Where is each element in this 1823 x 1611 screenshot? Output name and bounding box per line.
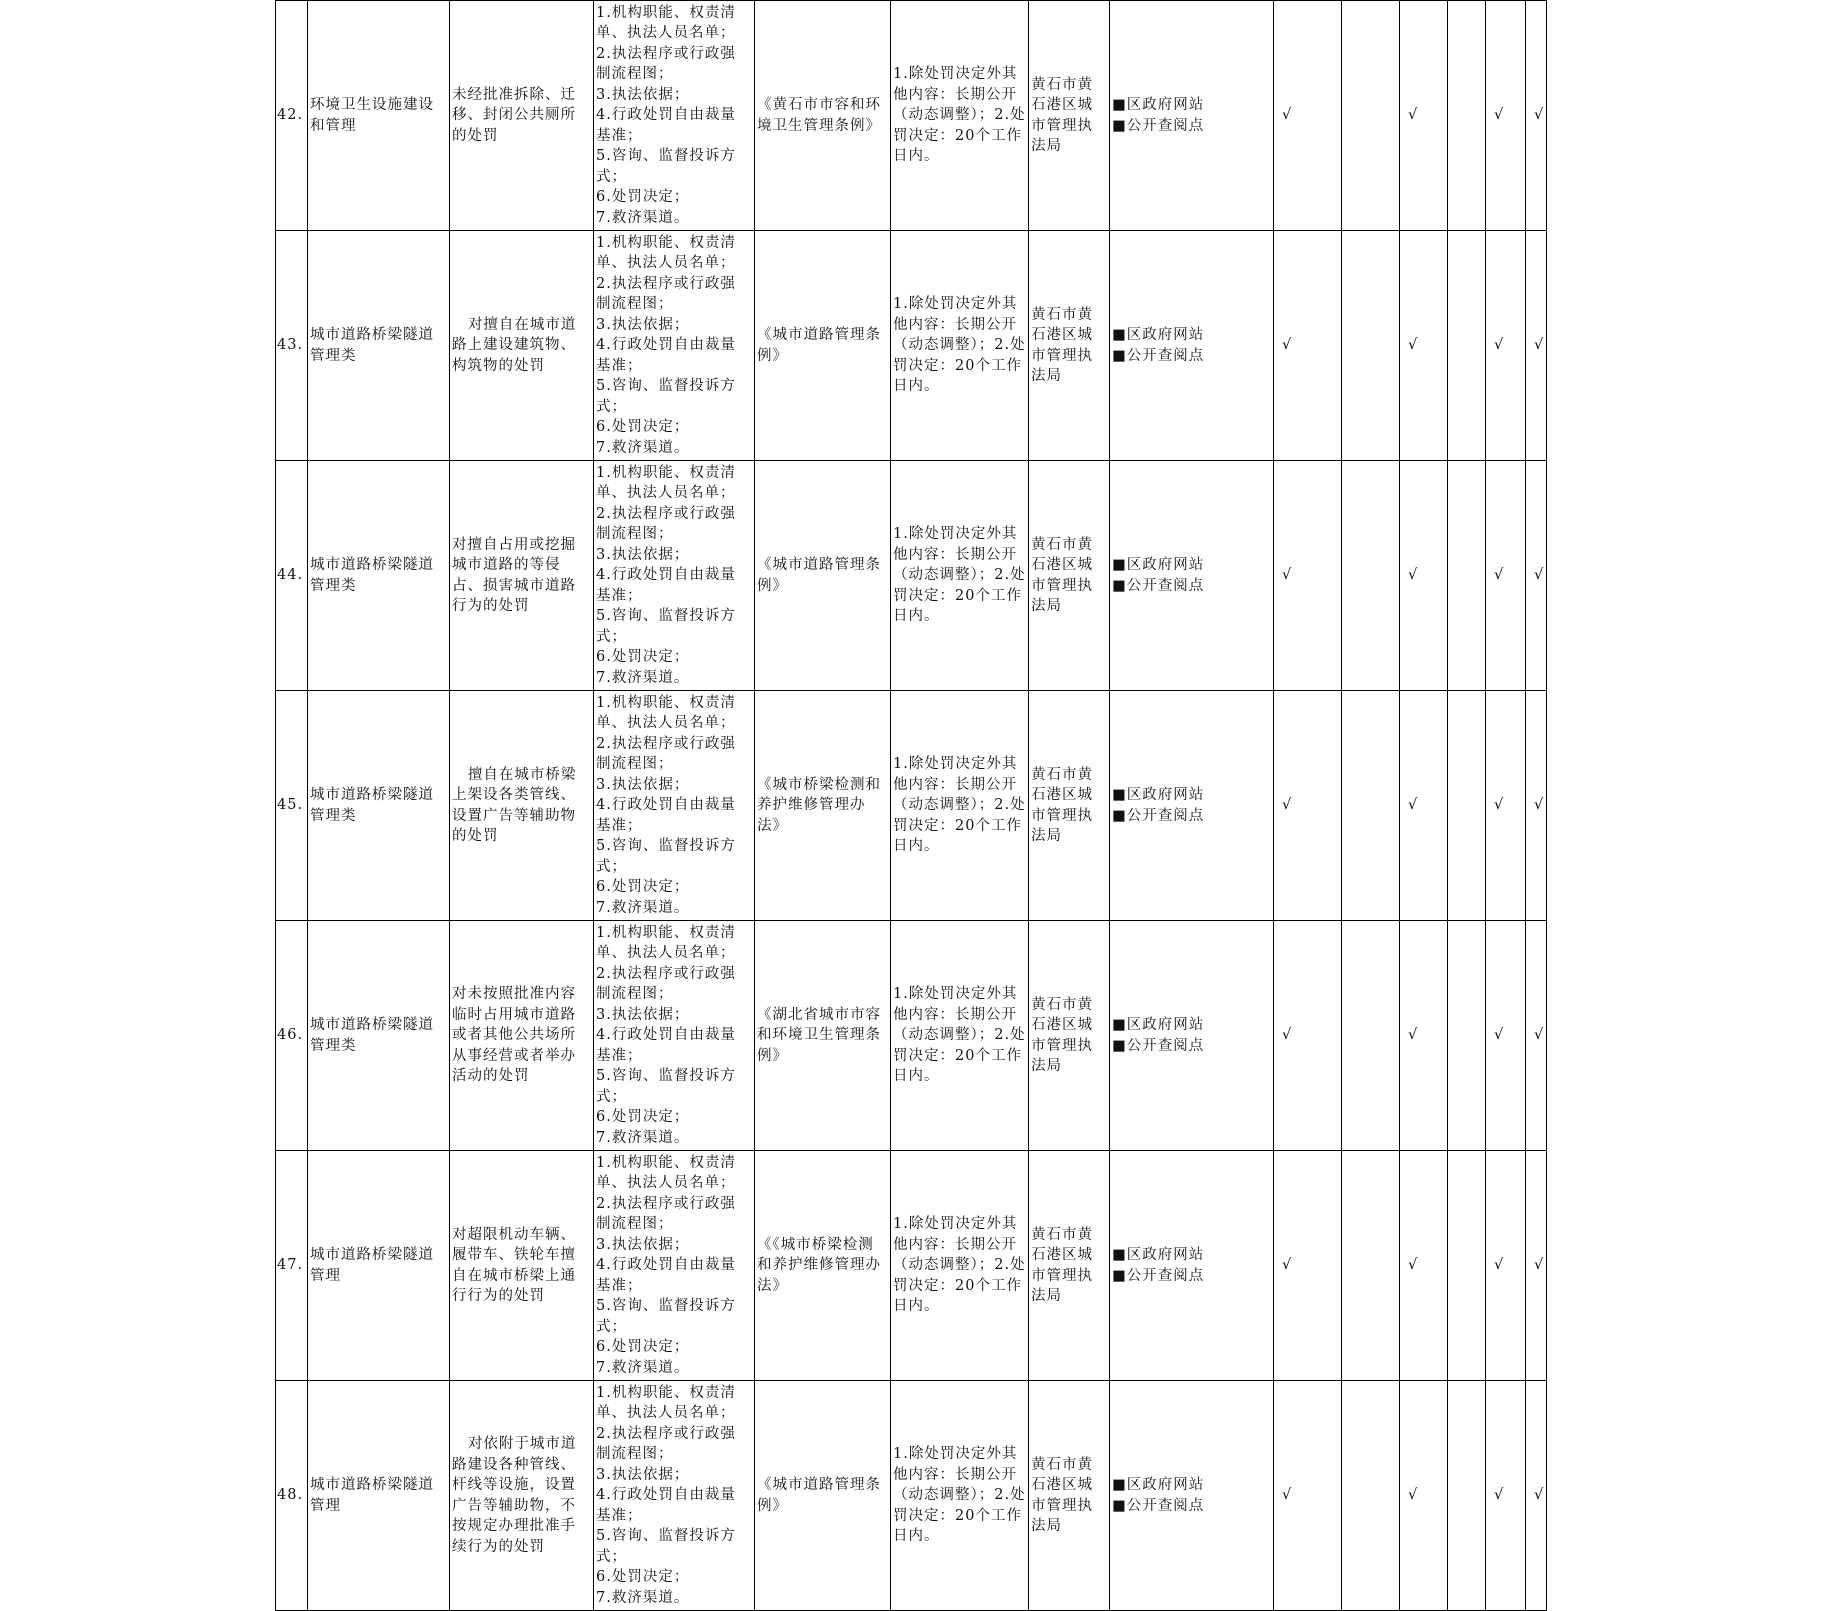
- check-cell: √: [1486, 1, 1526, 231]
- disclosure-channels: [1110, 1151, 1274, 1381]
- check-cell: √: [1274, 921, 1342, 1151]
- content-line: 2.执法程序或行政强: [596, 505, 736, 522]
- disclosure-basis: 《《城市桥梁检测和养护维修管理办法》: [755, 1151, 891, 1381]
- row-number: 43.: [276, 231, 308, 461]
- matter-item: 对超限机动车辆、履带车、铁轮车擅自在城市桥梁上通行行为的处罚: [450, 1151, 594, 1381]
- content-line: 5.咨询、监督投诉方: [596, 148, 736, 165]
- content-line: 6.处罚决定；: [596, 879, 690, 896]
- check-cell: √: [1400, 1381, 1448, 1611]
- check-cell: √: [1486, 691, 1526, 921]
- check-cell: [1342, 1381, 1400, 1611]
- disclosure-subject: 黄石市黄石港区城市管理执法局: [1029, 1, 1110, 231]
- row-number: 42.: [276, 1, 308, 231]
- content-line: 2.执法程序或行政强: [596, 275, 736, 292]
- check-cell: [1448, 921, 1486, 1151]
- check-cell: [1448, 1151, 1486, 1381]
- content-line: 式；: [596, 398, 627, 415]
- content-line: 6.处罚决定；: [596, 1109, 690, 1126]
- check-cell: [1342, 921, 1400, 1151]
- check-cell: √: [1526, 1381, 1547, 1611]
- check-cell: √: [1526, 231, 1547, 461]
- matter-category: 城市道路桥梁隧道管理类: [308, 461, 450, 691]
- content-line: 4.行政处罚自由裁量: [596, 337, 736, 354]
- content-line: 7.救济渠道。: [596, 669, 690, 686]
- channel-line: ■区政府网站: [1112, 787, 1205, 803]
- matter-category: 城市道路桥梁隧道管理: [308, 1381, 450, 1611]
- content-line: 基准；: [596, 357, 643, 374]
- content-line: 制流程图；: [596, 1216, 674, 1233]
- content-line: 单、执法人员名单；: [596, 715, 736, 732]
- channel-line: ■区政府网站: [1112, 327, 1205, 343]
- content-line: 1.机构职能、权责清: [596, 1384, 736, 1401]
- matter-item: 未经批准拆除、迁移、封闭公共厕所的处罚: [450, 1, 594, 231]
- content-line: 7.救济渠道。: [596, 1129, 690, 1146]
- check-cell: √: [1526, 1, 1547, 231]
- disclosure-channels: [1110, 231, 1274, 461]
- check-cell: √: [1274, 1, 1342, 231]
- check-cell: √: [1486, 231, 1526, 461]
- content-line: 式；: [596, 168, 627, 185]
- content-line: 基准；: [596, 1277, 643, 1294]
- check-cell: √: [1400, 231, 1448, 461]
- table-row: [276, 1151, 1547, 1381]
- content-line: 式；: [596, 1318, 627, 1335]
- content-line: 1.机构职能、权责清: [596, 1154, 736, 1171]
- content-line: 1.机构职能、权责清: [596, 464, 736, 481]
- check-cell: √: [1526, 921, 1547, 1151]
- check-cell: √: [1274, 1151, 1342, 1381]
- disclosure-time: 1.除处罚决定外其他内容：长期公开（动态调整）；2.处罚决定：20个工作日内。: [891, 691, 1029, 921]
- content-line: 5.咨询、监督投诉方: [596, 1068, 736, 1085]
- channel-line: ■公开查阅点: [1112, 577, 1205, 594]
- content-line: 单、执法人员名单；: [596, 255, 736, 272]
- check-cell: [1342, 691, 1400, 921]
- content-line: 3.执法依据；: [596, 1236, 690, 1253]
- content-line: 1.机构职能、权责清: [596, 694, 736, 711]
- disclosure-content: [594, 231, 755, 461]
- check-cell: √: [1486, 461, 1526, 691]
- content-line: 4.行政处罚自由裁量: [596, 1257, 736, 1274]
- matter-item: 对未按照批准内容临时占用城市道路或者其他公共场所从事经营或者举办活动的处罚: [450, 921, 594, 1151]
- check-cell: [1342, 1151, 1400, 1381]
- check-cell: √: [1400, 921, 1448, 1151]
- content-line: 5.咨询、监督投诉方: [596, 608, 736, 625]
- disclosure-time: 1.除处罚决定外其他内容：长期公开（动态调整）；2.处罚决定：20个工作日内。: [891, 461, 1029, 691]
- disclosure-subject: 黄石市黄石港区城市管理执法局: [1029, 231, 1110, 461]
- disclosure-basis: 《城市道路管理条例》: [755, 461, 891, 691]
- content-line: 6.处罚决定；: [596, 1569, 690, 1586]
- content-line: 单、执法人员名单；: [596, 25, 736, 42]
- matter-category: 城市道路桥梁隧道管理类: [308, 231, 450, 461]
- content-line: 4.行政处罚自由裁量: [596, 1487, 736, 1504]
- check-cell: √: [1400, 1151, 1448, 1381]
- content-line: 7.救济渠道。: [596, 209, 690, 226]
- check-cell: √: [1274, 461, 1342, 691]
- content-line: 3.执法依据；: [596, 1006, 690, 1023]
- content-line: 6.处罚决定；: [596, 1339, 690, 1356]
- disclosure-subject: 黄石市黄石港区城市管理执法局: [1029, 1151, 1110, 1381]
- table-row: [276, 921, 1547, 1151]
- content-line: 式；: [596, 1548, 627, 1565]
- content-line: 基准；: [596, 817, 643, 834]
- disclosure-channels: [1110, 921, 1274, 1151]
- content-line: 7.救济渠道。: [596, 1589, 690, 1606]
- disclosure-channels: [1110, 1381, 1274, 1611]
- disclosure-content: [594, 461, 755, 691]
- disclosure-basis: 《城市道路管理条例》: [755, 231, 891, 461]
- row-number: 45.: [276, 691, 308, 921]
- content-line: 1.机构职能、权责清: [596, 4, 736, 21]
- check-cell: [1448, 1, 1486, 231]
- content-line: 3.执法依据；: [596, 776, 690, 793]
- channel-line: ■区政府网站: [1112, 1017, 1205, 1033]
- table-row: [276, 461, 1547, 691]
- content-line: 4.行政处罚自由裁量: [596, 1027, 736, 1044]
- disclosure-subject: 黄石市黄石港区城市管理执法局: [1029, 691, 1110, 921]
- disclosure-basis: 《湖北省城市市容和环境卫生管理条例》: [755, 921, 891, 1151]
- channel-line: ■公开查阅点: [1112, 1037, 1205, 1054]
- disclosure-content: [594, 691, 755, 921]
- table-row: [276, 1, 1547, 231]
- disclosure-channels: [1110, 1, 1274, 231]
- table-row: [276, 1381, 1547, 1611]
- check-cell: [1342, 1, 1400, 231]
- matter-category: 环境卫生设施建设和管理: [308, 1, 450, 231]
- check-cell: √: [1274, 691, 1342, 921]
- content-line: 3.执法依据；: [596, 86, 690, 103]
- content-line: 制流程图；: [596, 986, 674, 1003]
- content-line: 7.救济渠道。: [596, 899, 690, 916]
- table-row: [276, 691, 1547, 921]
- content-line: 6.处罚决定；: [596, 189, 690, 206]
- check-cell: √: [1400, 691, 1448, 921]
- channel-line: ■公开查阅点: [1112, 1497, 1205, 1514]
- content-line: 式；: [596, 858, 627, 875]
- content-line: 制流程图；: [596, 66, 674, 83]
- disclosure-time: 1.除处罚决定外其他内容：长期公开（动态调整）；2.处罚决定：20个工作日内。: [891, 1, 1029, 231]
- disclosure-time: 1.除处罚决定外其他内容：长期公开（动态调整）；2.处罚决定：20个工作日内。: [891, 921, 1029, 1151]
- check-cell: √: [1526, 1151, 1547, 1381]
- content-line: 基准；: [596, 127, 643, 144]
- check-cell: [1448, 461, 1486, 691]
- channel-line: ■区政府网站: [1112, 97, 1205, 113]
- content-line: 1.机构职能、权责清: [596, 234, 736, 251]
- matter-item: 对擅自在城市道路上建设建筑物、构筑物的处罚: [450, 231, 594, 461]
- disclosure-content: [594, 1151, 755, 1381]
- disclosure-table: [275, 0, 1547, 1611]
- content-line: 3.执法依据；: [596, 316, 690, 333]
- content-line: 3.执法依据；: [596, 1466, 690, 1483]
- channel-line: ■公开查阅点: [1112, 117, 1205, 134]
- content-line: 7.救济渠道。: [596, 1359, 690, 1376]
- disclosure-subject: 黄石市黄石港区城市管理执法局: [1029, 461, 1110, 691]
- content-line: 单、执法人员名单；: [596, 945, 736, 962]
- matter-item: 对依附于城市道路建设各种管线、杆线等设施，设置广告等辅助物，不按规定办理批准手续行为的处罚: [450, 1381, 594, 1611]
- disclosure-subject: 黄石市黄石港区城市管理执法局: [1029, 921, 1110, 1151]
- content-line: 3.执法依据；: [596, 546, 690, 563]
- content-line: 6.处罚决定；: [596, 649, 690, 666]
- content-line: 5.咨询、监督投诉方: [596, 1528, 736, 1545]
- row-number: 46.: [276, 921, 308, 1151]
- channel-line: ■公开查阅点: [1112, 807, 1205, 824]
- check-cell: √: [1486, 921, 1526, 1151]
- row-number: 44.: [276, 461, 308, 691]
- content-line: 式；: [596, 1088, 627, 1105]
- check-cell: √: [1486, 1381, 1526, 1611]
- content-line: 式；: [596, 628, 627, 645]
- channel-line: ■区政府网站: [1112, 1247, 1205, 1263]
- disclosure-content: [594, 1, 755, 231]
- check-cell: √: [1400, 1, 1448, 231]
- content-line: 基准；: [596, 1507, 643, 1524]
- content-line: 2.执法程序或行政强: [596, 45, 736, 62]
- matter-item: 擅自在城市桥梁上架设各类管线、设置广告等辅助物的处罚: [450, 691, 594, 921]
- check-cell: √: [1526, 691, 1547, 921]
- content-line: 单、执法人员名单；: [596, 485, 736, 502]
- matter-category: 城市道路桥梁隧道管理类: [308, 691, 450, 921]
- disclosure-time: 1.除处罚决定外其他内容：长期公开（动态调整）；2.处罚决定：20个工作日内。: [891, 1381, 1029, 1611]
- content-line: 2.执法程序或行政强: [596, 1425, 736, 1442]
- check-cell: √: [1400, 461, 1448, 691]
- content-line: 制流程图；: [596, 526, 674, 543]
- disclosure-time: 1.除处罚决定外其他内容：长期公开（动态调整）；2.处罚决定：20个工作日内。: [891, 1151, 1029, 1381]
- content-line: 基准；: [596, 587, 643, 604]
- check-cell: √: [1274, 1381, 1342, 1611]
- content-line: 5.咨询、监督投诉方: [596, 838, 736, 855]
- content-line: 2.执法程序或行政强: [596, 965, 736, 982]
- matter-item: 对擅自占用或挖掘城市道路的等侵占、损害城市道路行为的处罚: [450, 461, 594, 691]
- disclosure-basis: 《城市桥梁检测和养护维修管理办法》: [755, 691, 891, 921]
- check-cell: √: [1274, 231, 1342, 461]
- channel-line: ■公开查阅点: [1112, 1267, 1205, 1284]
- content-line: 2.执法程序或行政强: [596, 1195, 736, 1212]
- content-line: 单、执法人员名单；: [596, 1405, 736, 1422]
- content-line: 6.处罚决定；: [596, 419, 690, 436]
- content-line: 4.行政处罚自由裁量: [596, 107, 736, 124]
- disclosure-channels: [1110, 691, 1274, 921]
- row-number: 47.: [276, 1151, 308, 1381]
- content-line: 1.机构职能、权责清: [596, 924, 736, 941]
- matter-category: 城市道路桥梁隧道管理: [308, 1151, 450, 1381]
- check-cell: [1448, 691, 1486, 921]
- matter-category: 城市道路桥梁隧道管理类: [308, 921, 450, 1151]
- row-number: 48.: [276, 1381, 308, 1611]
- check-cell: [1448, 231, 1486, 461]
- disclosure-basis: 《黄石市市容和环境卫生管理条例》: [755, 1, 891, 231]
- channel-line: ■公开查阅点: [1112, 347, 1205, 364]
- disclosure-content: [594, 1381, 755, 1611]
- disclosure-basis: 《城市道路管理条例》: [755, 1381, 891, 1611]
- content-line: 4.行政处罚自由裁量: [596, 797, 736, 814]
- content-line: 7.救济渠道。: [596, 439, 690, 456]
- disclosure-time: 1.除处罚决定外其他内容：长期公开（动态调整）；2.处罚决定：20个工作日内。: [891, 231, 1029, 461]
- content-line: 单、执法人员名单；: [596, 1175, 736, 1192]
- check-cell: √: [1526, 461, 1547, 691]
- disclosure-content: [594, 921, 755, 1151]
- content-line: 基准；: [596, 1047, 643, 1064]
- content-line: 5.咨询、监督投诉方: [596, 378, 736, 395]
- channel-line: ■区政府网站: [1112, 557, 1205, 573]
- disclosure-subject: 黄石市黄石港区城市管理执法局: [1029, 1381, 1110, 1611]
- channel-line: ■区政府网站: [1112, 1477, 1205, 1493]
- content-line: 制流程图；: [596, 296, 674, 313]
- content-line: 制流程图；: [596, 756, 674, 773]
- content-line: 4.行政处罚自由裁量: [596, 567, 736, 584]
- content-line: 2.执法程序或行政强: [596, 735, 736, 752]
- table-row: [276, 231, 1547, 461]
- content-line: 5.咨询、监督投诉方: [596, 1298, 736, 1315]
- content-line: 制流程图；: [596, 1446, 674, 1463]
- check-cell: √: [1486, 1151, 1526, 1381]
- check-cell: [1448, 1381, 1486, 1611]
- disclosure-channels: [1110, 461, 1274, 691]
- check-cell: [1342, 461, 1400, 691]
- check-cell: [1342, 231, 1400, 461]
